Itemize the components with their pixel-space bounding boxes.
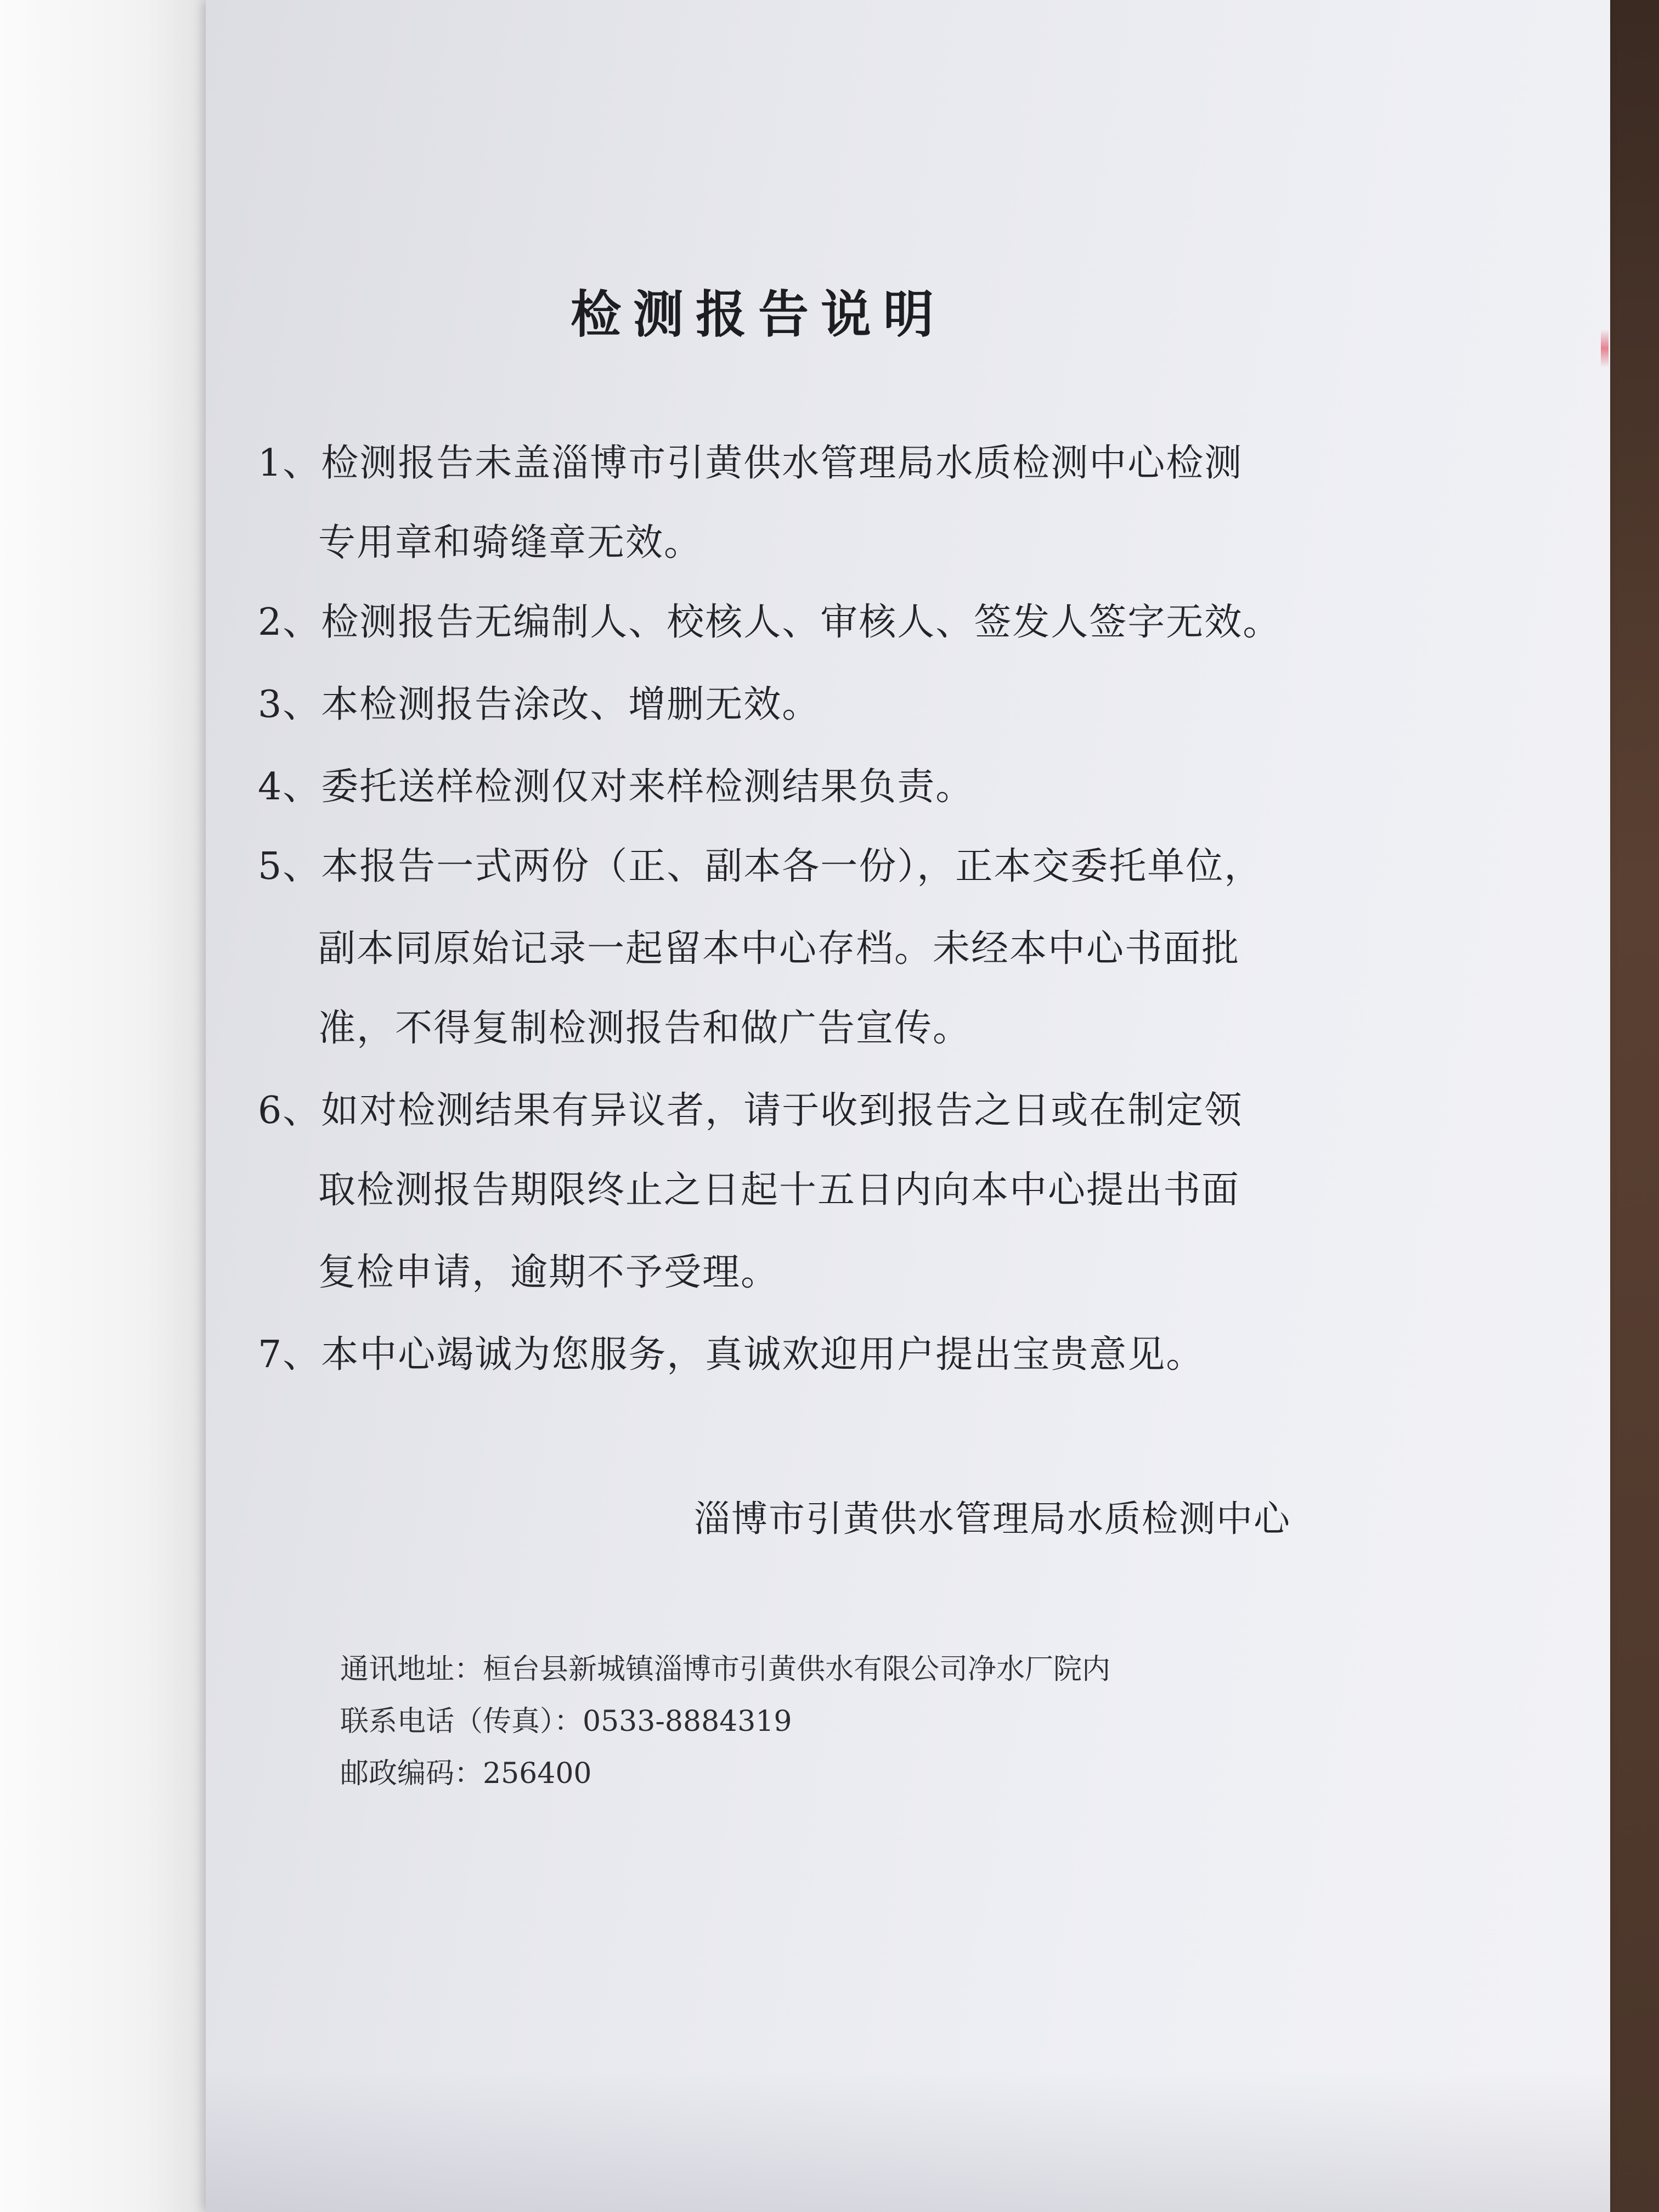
item-continuation: 专用章和骑缝章无效。 xyxy=(318,521,703,565)
item-text: 委托送样检测仅对来样检测结果负责。 xyxy=(321,765,974,809)
left-page-edge xyxy=(0,0,208,2212)
item-number: 4、 xyxy=(258,765,321,809)
list-item-2 xyxy=(258,592,1281,646)
item-text: 检测报告未盖淄博市引黄供水管理局水质检测中心检测 xyxy=(321,442,1243,485)
item-text: 如对检测结果有异议者，请于收到报告之日或在制定领 xyxy=(321,1089,1243,1132)
red-seal-edge xyxy=(1601,329,1609,368)
list-item-7 xyxy=(258,1325,1204,1378)
list-item-1 xyxy=(258,433,1243,487)
item-text: 本报告一式两份（正、副本各一份），正本交委托单位， xyxy=(321,845,1263,888)
item-text: 本中心竭诚为您服务，真诚欢迎用户提出宝贵意见。 xyxy=(321,1333,1205,1376)
document-title: 检测报告说明 xyxy=(571,285,946,344)
item-number: 3、 xyxy=(258,683,321,726)
paper-shadow xyxy=(206,2069,1610,2212)
contact-phone: 联系电话（传真）：0533-8884319 xyxy=(340,1705,792,1738)
list-item-6 xyxy=(258,1081,1243,1134)
contact-address: 通讯地址：桓台县新城镇淄博市引黄供水有限公司净水厂院内 xyxy=(340,1653,1111,1686)
item-number: 7、 xyxy=(258,1333,321,1376)
issuer-signature: 淄博市引黄供水管理局水质检测中心 xyxy=(694,1498,1291,1540)
item-text: 检测报告无编制人、校核人、审核人、签发人签字无效。 xyxy=(321,601,1282,644)
list-item-5 xyxy=(258,837,1262,890)
item-continuation: 准，不得复制检测报告和做广告宣传。 xyxy=(318,1007,972,1050)
item-number: 6、 xyxy=(258,1089,321,1132)
item-number: 5、 xyxy=(258,845,321,888)
item-text: 本检测报告涂改、增删无效。 xyxy=(321,683,821,726)
item-continuation: 复检申请，逾期不予受理。 xyxy=(318,1251,780,1294)
item-number: 1、 xyxy=(258,442,321,485)
item-number: 2、 xyxy=(258,601,321,644)
contact-postcode: 邮政编码：256400 xyxy=(340,1757,592,1790)
item-continuation: 取检测报告期限终止之日起十五日内向本中心提出书面 xyxy=(318,1169,1240,1212)
item-continuation: 副本同原始记录一起留本中心存档。未经本中心书面批 xyxy=(318,927,1240,970)
list-item-3 xyxy=(258,675,820,728)
list-item-4 xyxy=(258,757,974,810)
